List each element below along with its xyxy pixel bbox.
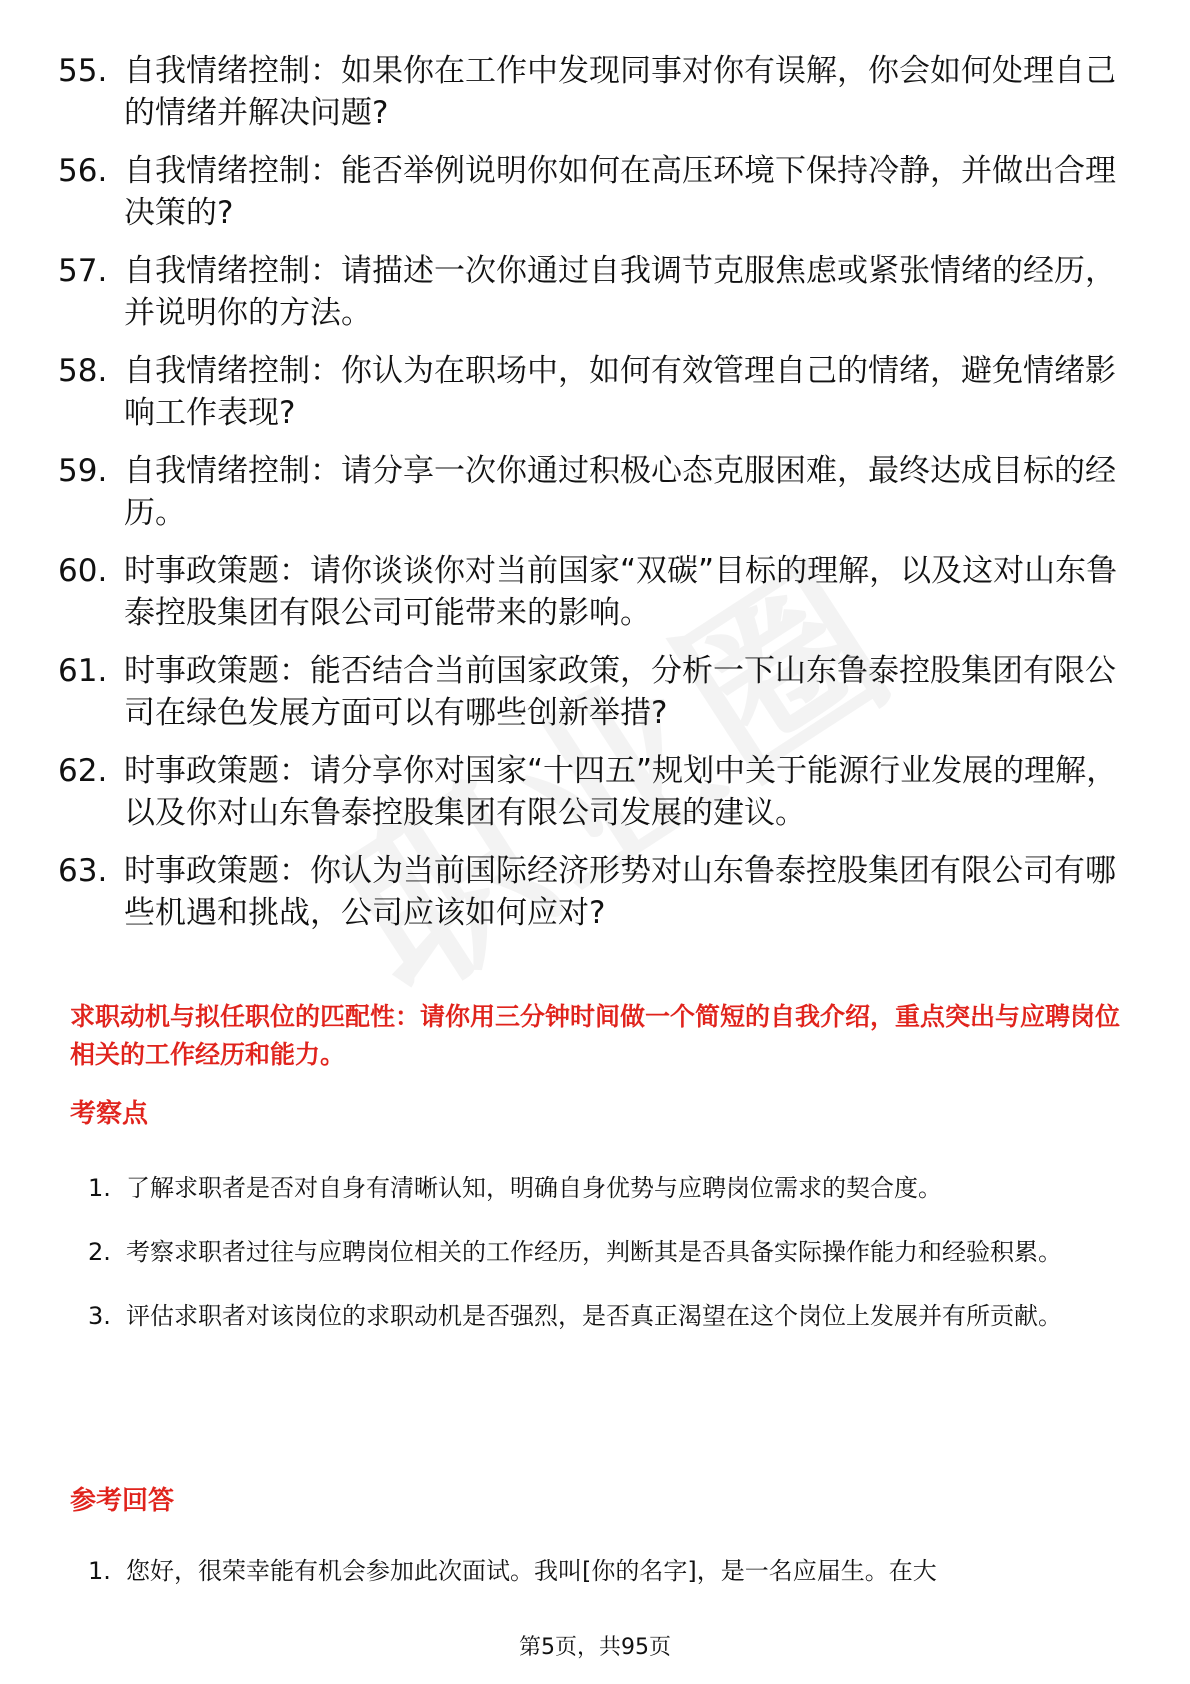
- point-number: 2.: [88, 1238, 111, 1266]
- question-number: 58.: [58, 353, 108, 389]
- question-text: 自我情绪控制：能否举例说明你如何在高压环境下保持冷静，并做出合理决策的?: [124, 153, 1116, 231]
- section-title-reference-answer: 参考回答: [70, 1486, 175, 1516]
- answer-item: [88, 1543, 1128, 1599]
- point-number: 1.: [88, 1174, 111, 1202]
- question-text: 自我情绪控制：请描述一次你通过自我调节克服焦虑或紧张情绪的经历，并说明你的方法。: [124, 253, 1116, 331]
- question-item: [58, 150, 1138, 234]
- point-number: 3.: [88, 1302, 111, 1330]
- question-number: 59.: [58, 453, 108, 489]
- point-text: 了解求职者是否对自身有清晰认知，明确自身优势与应聘岗位需求的契合度。: [126, 1174, 942, 1202]
- question-text: 自我情绪控制：如果你在工作中发现同事对你有误解，你会如何处理自己的情绪并解决问题?: [124, 53, 1116, 131]
- answer-list: [88, 1543, 1128, 1607]
- question-text: 时事政策题：你认为当前国际经济形势对山东鲁泰控股集团有限公司有哪些机遇和挑战，公司应该如何应对?: [124, 853, 1116, 931]
- question-list: [58, 50, 1138, 950]
- question-number: 62.: [58, 753, 108, 789]
- question-number: 63.: [58, 853, 108, 889]
- highlight-question: 求职动机与拟任职位的匹配性：请你用三分钟时间做一个简短的自我介绍，重点突出与应聘岗位相关的工作经历和能力。: [70, 1002, 1121, 1069]
- page-footer: 第5页，共95页: [519, 1635, 671, 1660]
- question-number: 61.: [58, 653, 108, 689]
- question-item: [58, 450, 1138, 534]
- question-text: 时事政策题：请分享你对国家“十四五”规划中关于能源行业发展的理解，以及你对山东鲁泰控股集团有限公司发展的建议。: [124, 753, 1118, 831]
- question-item: [58, 750, 1138, 834]
- question-item: [58, 250, 1138, 334]
- question-item: [58, 50, 1138, 134]
- question-item: [58, 650, 1138, 734]
- assessment-point: [88, 1224, 1128, 1280]
- question-item: [58, 550, 1138, 634]
- question-text: 自我情绪控制：你认为在职场中，如何有效管理自己的情绪，避免情绪影响工作表现?: [124, 353, 1116, 431]
- question-text: 时事政策题：能否结合当前国家政策，分析一下山东鲁泰控股集团有限公司在绿色发展方面可以有哪些创新举措?: [124, 653, 1116, 731]
- question-number: 55.: [58, 53, 108, 89]
- section-title-assessment: 考察点: [70, 1099, 149, 1129]
- question-item: [58, 850, 1138, 934]
- question-number: 56.: [58, 153, 108, 189]
- question-item: [58, 350, 1138, 434]
- answer-text: 您好，很荣幸能有机会参加此次面试。我叫[你的名字]，是一名应届生。在大: [126, 1557, 937, 1585]
- point-text: 考察求职者过往与应聘岗位相关的工作经历，判断其是否具备实际操作能力和经验积累。: [126, 1238, 1062, 1266]
- question-text: 自我情绪控制：请分享一次你通过积极心态克服困难，最终达成目标的经历。: [124, 453, 1116, 531]
- point-text: 评估求职者对该岗位的求职动机是否强烈，是否真正渴望在这个岗位上发展并有所贡献。: [126, 1302, 1062, 1330]
- assessment-point-list: [88, 1160, 1128, 1352]
- answer-number: 1.: [88, 1557, 111, 1585]
- assessment-point: [88, 1288, 1128, 1344]
- assessment-point: [88, 1160, 1128, 1216]
- question-number: 57.: [58, 253, 108, 289]
- question-number: 60.: [58, 553, 108, 589]
- question-text: 时事政策题：请你谈谈你对当前国家“双碳”目标的理解，以及这对山东鲁泰控股集团有限公司可能带来的影响。: [124, 553, 1118, 631]
